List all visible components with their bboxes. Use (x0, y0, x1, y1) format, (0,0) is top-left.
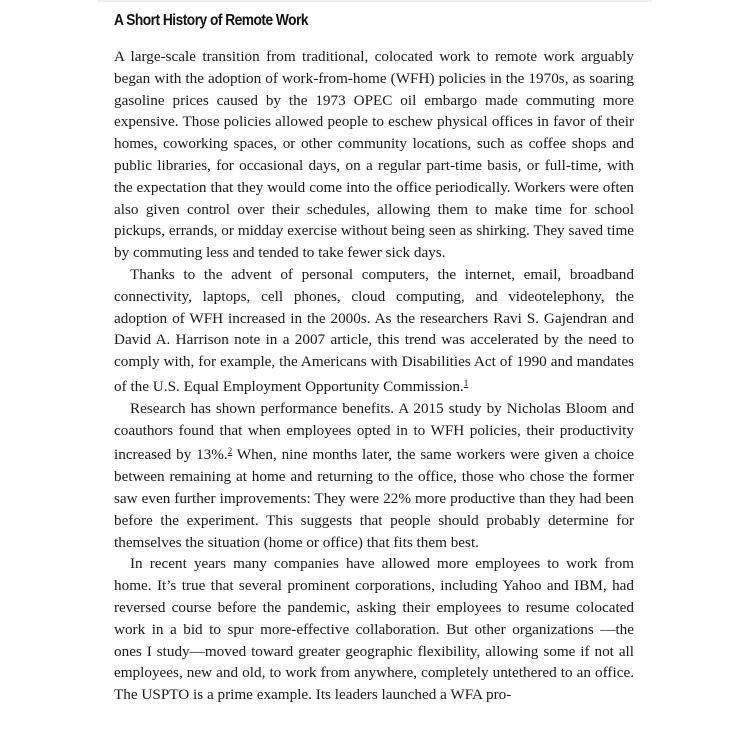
paragraph-3-text-after: When, nine months later, the same workers were given a choice between remaining at home and returning to the office, those who chose the former saw even further improvements: They were 22% more productive than they had been before the experiment. This suggests that people should probably determine for themselves the situation (home or office) that fits them best. (114, 446, 634, 551)
paragraph-2 (114, 264, 634, 398)
paragraph-1: A large-scale transition from traditional, colocated work to remote work arguably began with the adoption of work-from-home (WFH) policies in the 1970s, as soaring gasoline prices caused by the 1973 OPEC oil embargo made commuting more expensive. Those policies allowed people to eschew physical offices in favor of their homes, coworking spaces, or other community locations, such as coffee shops and public libraries, for occasional days, on a regular part-time basis, or full-time, with the expectation that they would come into the office periodically. Workers were often also given control over their schedules, allowing them to make time for school pickups, errands, or midday exercise without being seen as shirking. They saved time by commuting less and tended to take fewer sick days. (114, 48, 634, 262)
body-text (114, 46, 634, 706)
paragraph-3-text-before: Research has shown performance benefits. A 2015 study by Nicholas Bloom and coauthors found that when employees opted in to WFH policies, their productivity increased by 13%. (114, 399, 634, 464)
paragraph-3 (114, 398, 634, 554)
paragraph-2-text: Thanks to the advent of personal computers, the internet, email, broadband connectivity, laptops, cell phones, cloud computing, and videotelephony, the adoption of WFH increased in the 2000s. As the researchers Ravi S. Gajendran and David A. Harrison note in a 2007 article, this trend was accelerated by the need to comply with, for example, the Americans with Disabilities Act of 1990 and mandates of the U.S. Equal Employment Opportunity Commission. (114, 265, 634, 395)
section-heading: A Short History of Remote Work (114, 12, 309, 29)
footnote-link-1[interactable]: 1 (463, 377, 469, 388)
footnote-link-2[interactable]: 2 (227, 446, 233, 457)
page-top-border (97, 0, 652, 2)
paragraph-4: In recent years many companies have allowed more employees to work from home. It’s true that several prominent corporations, including Yahoo and IBM, had reversed course before the pandemic, asking their employees to resume colocated work in a bid to spur more-effective collaboration. But other organizations —the ones I study—moved toward greater geographic flexibility, allowing some if not all employees, new and old, to work from anywhere, completely untethered to an office. The USPTO is a prime example. Its leaders launched a WFA pro- (114, 555, 634, 704)
